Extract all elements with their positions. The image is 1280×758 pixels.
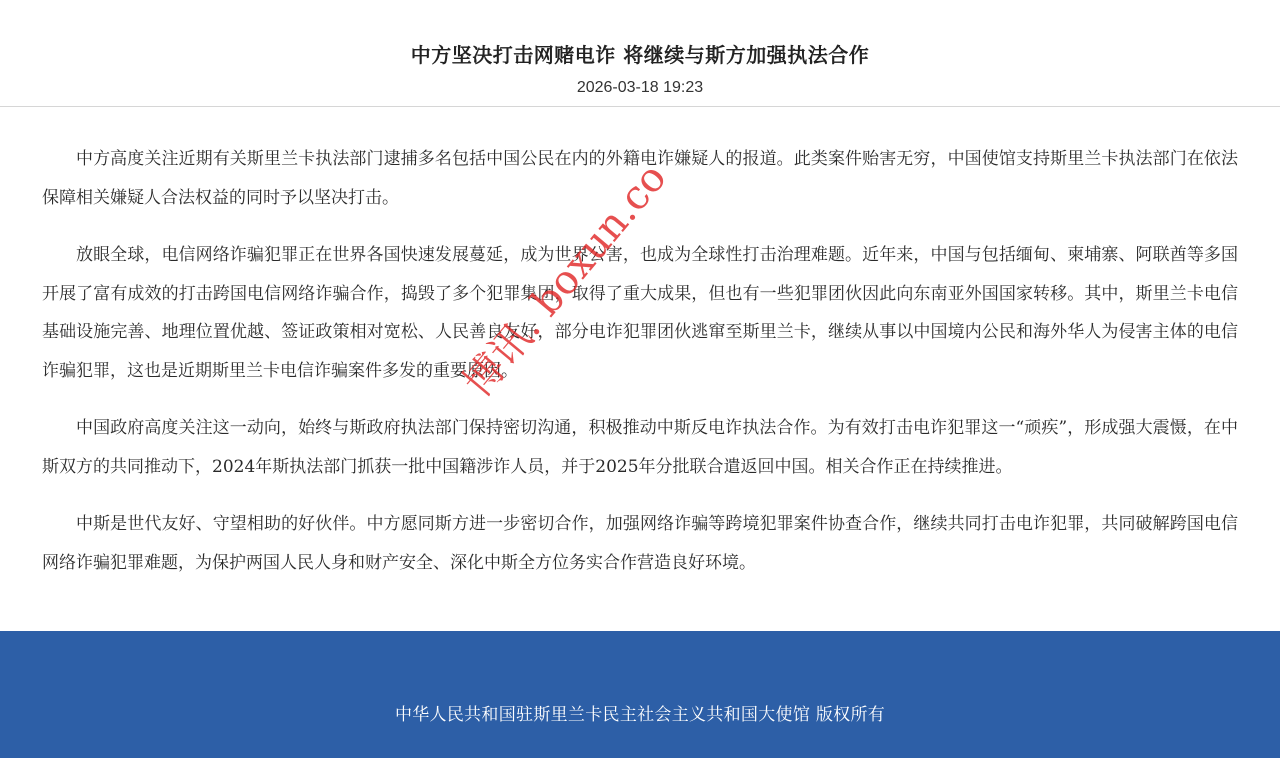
article-date: 2026-03-18 19:23 [576,79,704,96]
article-paragraph: 中斯是世代友好、守望相助的好伙伴。中方愿同斯方进一步密切合作，加强网络诈骗等跨境犯罪案件协查合作，继续共同打击电诈犯罪，共同破解跨国电信网络诈骗犯罪难题，为保护两国人民人身和财产安全、深化中斯全方位务实合作营造良好环境。 [42,514,1238,573]
article-paragraph: 放眼全球，电信网络诈骗犯罪正在世界各国快速发展蔓延，成为世界公害，也成为全球性打击治理难题。近年来，中国与包括缅甸、柬埔寨、阿联酋等多国开展了富有成效的打击跨国电信网络诈骗合作，捣毁了多个犯罪集团，取得了重大成果，但也有一些犯罪团伙因此向东南亚外国国家转移。其中，斯里兰卡电信基础设施完善、地理位置优越、签证政策相对宽松、人民善良友好，部分电诈犯罪团伙逃窜至斯里兰卡，继续从事以中国境内公民和海外华人为侵害主体的电信诈骗犯罪，这也是近期斯里兰卡电信诈骗案件多发的重要原因。 [42,245,1238,381]
article-paragraph: 中方高度关注近期有关斯里兰卡执法部门逮捕多名包括中国公民在内的外籍电诈嫌疑人的报道。此类案件贻害无穷，中国使馆支持斯里兰卡执法部门在依法保障相关嫌疑人合法权益的同时予以坚决打击。 [42,149,1238,208]
watermark: 博讯. boxun.co [455,155,676,406]
article-header [0,0,1280,107]
article-paragraph: 中国政府高度关注这一动向，始终与斯政府执法部门保持密切沟通，积极推动中斯反电诈执法合作。为有效打击电诈犯罪这一“顽疾”，形成强大震慑，在中斯双方的共同推动下，2024年斯执法部门抓获一批中国籍涉诈人员，并于2025年分批联合遣返回中国。相关合作正在持续推进。 [42,418,1238,477]
footer [0,631,1280,758]
article-body [42,140,1238,601]
footer-copyright: 中华人民共和国驻斯里兰卡民主社会主义共和国大使馆 版权所有 [394,705,886,725]
article-title: 中方坚决打击网赌电诈 将继续与斯方加强执法合作 [410,43,870,67]
